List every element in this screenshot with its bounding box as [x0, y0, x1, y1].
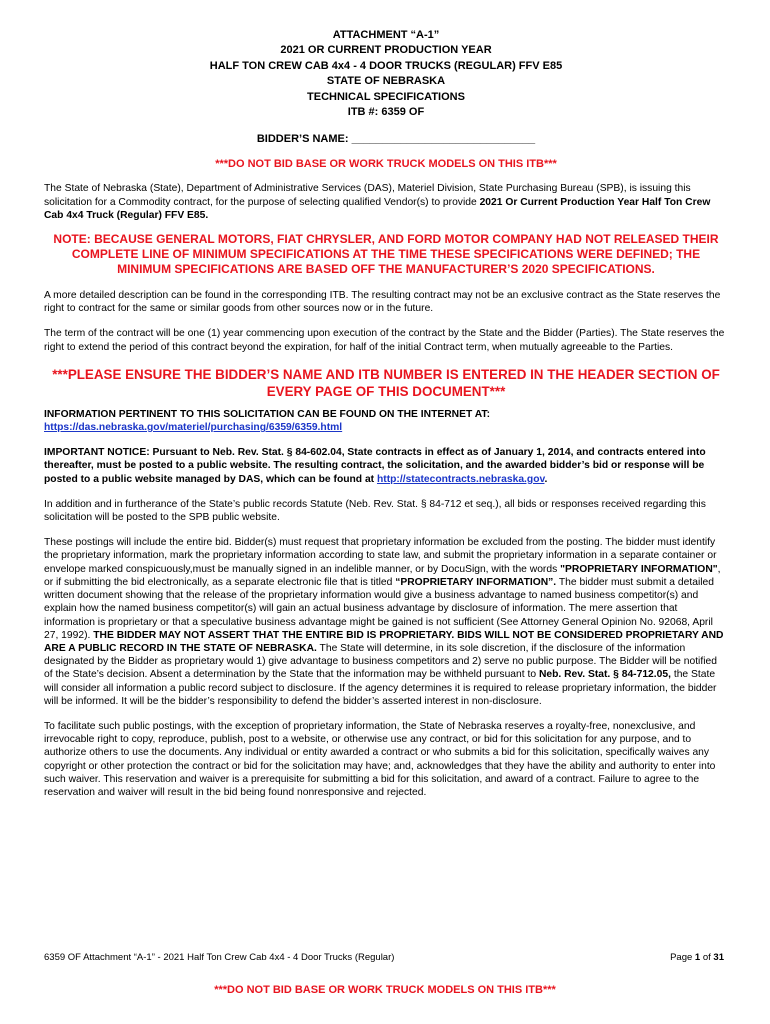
header-product: HALF TON CREW CAB 4x4 - 4 DOOR TRUCKS (REGULAR) FFV E85 — [209, 59, 563, 72]
ensure-header-notice: ***PLEASE ENSURE THE BIDDER’S NAME AND ITB NUMBER IS ENTERED IN THE HEADER SECTION OF EVERY PAGE OF THIS DOCUMENT*** — [52, 366, 720, 399]
postings-bold-1: "PROPRIETARY INFORMATION" — [560, 563, 718, 575]
facilitate-paragraph: To facilitate such public postings, with the exception of proprietary information, the State of Nebraska reserves a royalty-free, nonexclusive, and irrevocable right to copy, reproduce, publish, post to a website, or otherwise use any contract, or bid for this solicitation for any purpose, and to authorize others to use the documents. Any individual or entity awarded a contract or who submits a bid for this solicitation, specifically waives any copyright or other protection the contract or bid for the solicitation may have; and, acknowledges that they have the ability and authority to enter into such waiver. This reservation and waiver is a prerequisite for submitting a bid for this solicitation, and award of a contract. Failure to agree to the reservation and waiver will result in the bid being found nonresponsive and rejected. — [44, 720, 716, 798]
specifications-note: NOTE: BECAUSE GENERAL MOTORS, FIAT CHRYSLER, AND FORD MOTOR COMPANY HAD NOT RELEASED THEIR COMPLETE LINE OF MINIMUM SPECIFICATIONS AT THE TIME THESE SPECIFICATIONS WERE DEFINED; THE MINIMUM SPECIFICATIONS ARE BASED OFF THE MANUFACTURER’S 2020 SPECIFICATIONS. — [53, 232, 719, 277]
bidder-name-field[interactable]: BIDDER’S NAME: ______________________________ — [256, 133, 536, 146]
page-current: 1 — [694, 952, 701, 963]
postings-bold-3: THE BIDDER MAY NOT ASSERT THAT THE ENTIRE BID IS PROPRIETARY. BIDS WILL NOT BE CONSIDERED PROPRIETARY AND ARE A PUBLIC RECORD IN THE STATE OF NEBRASKA. — [44, 629, 724, 654]
footer-title: 6359 OF Attachment “A-1” - 2021 Half Ton Crew Cab 4x4 - 4 Door Trucks (Regular) — [44, 952, 395, 963]
postings-text-1: These postings will include the entire bid. Bidder(s) must request that proprietary information be excluded from the posting. The bidder must identify the proprietary information, mark the proprietary information according to state law, and submit the proprietary information in a separate container or envelope marked conspicuously,must be manually signed in an indelible manner, or by DocuSign, with the words — [44, 537, 717, 575]
header-state: STATE OF NEBRASKA — [326, 75, 446, 88]
postings-paragraph — [44, 536, 728, 708]
page-mid: of — [700, 952, 714, 963]
postings-text-3: The bidder must submit a detailed written document showing that the release of the proprietary information would give a business advantage to named business competitor(s) and explain how the named business competitor(s) will gain an actual business advantage by disclosure of information. The mere assertion that information is proprietary or that a speculative business advantage might be gained is not sufficient (See Attorney General Opinion No. 92068, April 27, 1992). — [44, 576, 714, 641]
postings-text-5: the State will consider all information a public record subject to disclosure. If the agency determines it is required to release proprietary information, the bidder will be informed. It will be the bidder’s responsibility to defend the bidder’s asserted interest in non-disclosure. — [44, 669, 717, 707]
header-itb: ITB #: 6359 OF — [347, 106, 425, 119]
solicitation-link[interactable]: https://das.nebraska.gov/materiel/purchasing/6359/6359.html — [44, 422, 343, 434]
document-header — [44, 28, 728, 120]
postings-bold-4: Neb. Rev. Stat. § 84-712.05, — [538, 669, 671, 681]
statecontracts-link[interactable]: http://statecontracts.nebraska.gov — [376, 473, 545, 485]
header-year: 2021 OR CURRENT PRODUCTION YEAR — [280, 44, 492, 57]
description-paragraph: A more detailed description can be found in the corresponding ITB. The resulting contract may not be an exclusive contract as the State reserves the right to contract for the same or similar goods from other sources now or in the future. — [44, 290, 721, 315]
postings-text-4: The State will determine, in its sole discretion, if the disclosure of the information designated by the Bidder as proprietary would 1) give advantage to business competitors and 2) serve no public purpose. The Bidder will be notified of the State’s decision. Absent a determination by the State that the information may be withheld pursuant to — [44, 642, 717, 681]
term-paragraph: The term of the contract will be one (1) year commencing upon execution of the contract by the State and the Bidder (Parties). The State reserves the right to extend the period of this contract beyond the expiration, for half of the initial Contract term, when mutually agreeable to the Parties. — [44, 328, 725, 353]
postings-text-2: , or if submitting the bid electronically, as a separate electronic file that is titled — [44, 563, 721, 588]
page-number — [670, 952, 724, 963]
info-link-line — [44, 421, 728, 434]
header-specs: TECHNICAL SPECIFICATIONS — [307, 90, 465, 103]
public-records-paragraph: In addition and in furtherance of the State’s public records Statute (Neb. Rev. Stat. § 84-712 et seq.), all bids or responses received regarding this solicitation will be posted to the SPB public website. — [44, 498, 706, 524]
intro-text: The State of Nebraska (State), Department of Administrative Services (DAS), Materiel Division, State Purchasing Bureau (SPB), is issuing this solicitation for a Commodity contract, for the purpose of selecting qualified Vendor(s) to provide — [44, 183, 691, 208]
notice-end: . — [544, 473, 548, 485]
header-attachment: ATTACHMENT “A-1” — [332, 29, 440, 41]
document-page — [44, 28, 728, 799]
important-notice — [44, 446, 728, 486]
intro-bold: 2021 Or Current Production Year Half Ton Crew Cab 4x4 Truck (Regular) FFV E85. — [44, 196, 711, 221]
page-total: 31 — [713, 952, 724, 963]
warning-bottom: ***DO NOT BID BASE OR WORK TRUCK MODELS ON THIS ITB*** — [214, 984, 556, 996]
page-prefix: Page — [670, 952, 695, 963]
postings-bold-2: “PROPRIETARY INFORMATION”. — [395, 576, 557, 588]
intro-paragraph — [44, 182, 728, 222]
info-label: INFORMATION PERTINENT TO THIS SOLICITATION CAN BE FOUND ON THE INTERNET AT: — [44, 408, 490, 420]
notice-text: IMPORTANT NOTICE: Pursuant to Neb. Rev. Stat. § 84-602.04, State contracts in effect as of January 1, 2014, and contracts entered into thereafter, must be posted to a public website. The resulting contract, the solicitation, and the awarded bidder’s bid or response will be posted to a public website managed by DAS, which can be found at — [44, 447, 706, 485]
warning-top: ***DO NOT BID BASE OR WORK TRUCK MODELS ON THIS ITB*** — [215, 158, 557, 171]
